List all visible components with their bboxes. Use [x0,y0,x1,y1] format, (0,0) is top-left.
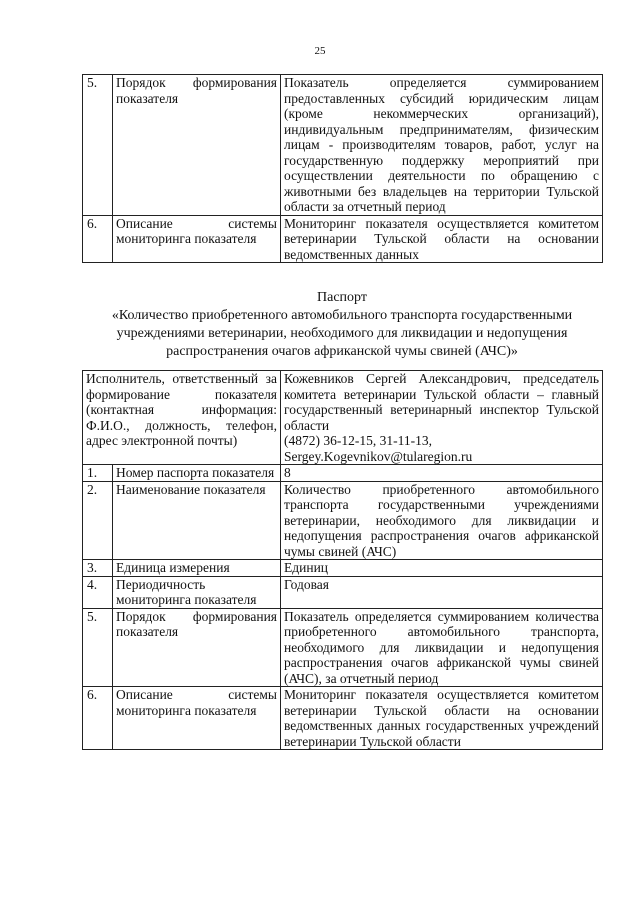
row-number: 3. [83,560,113,577]
row-value: 8 [281,465,603,482]
table-row [83,215,603,263]
row-value: Количество приобретенного автомобильного транспорта государственными учреждениями ветеринарии, необходимого для ликвидации и недопущения распространения очагов африканской чумы свиней (АЧС) [281,481,603,560]
table-row [83,371,603,465]
row-label: Номер паспорта показателя [113,465,281,482]
row-label: Единица измерения [113,560,281,577]
row-label: Порядок формирования показателя [113,608,281,687]
table-row [83,465,603,482]
row-number: 5. [83,608,113,687]
row-number: 2. [83,481,113,560]
table-row [83,75,603,216]
table-row [83,608,603,687]
table-row [83,560,603,577]
executor-label: Исполнитель, ответственный за формирование показателя (контактная информация: Ф.И.О., должность, телефон, адрес электронной почты) [83,371,281,465]
row-number: 1. [83,465,113,482]
passport-title-line: распространения очагов африканской чумы свиней (АЧС)» [166,344,518,359]
table-row [83,687,603,750]
executor-phone: (4872) 36-12-15, 31-11-13, [284,433,432,448]
passport-title [82,289,602,361]
row-label: Порядок формирования показателя [113,75,281,216]
row-label: Описание системы мониторинга показателя [113,687,281,750]
passport-title-line: «Количество приобретенного автомобильного транспорта государственными [111,308,573,323]
passport-heading: Паспорт [317,290,367,305]
row-value: Показатель определяется суммированием предоставленных субсидий юридическим лицам (кроме некоммерческих организаций), индивидуальным предпринимателям, физическим лицам - производителям товаров, работ, услуг на государственную поддержку мероприятий при осуществлении деятельности по обращению с животными без владельцев на территории Тульской области за отчетный период [281,75,603,216]
page-number: 25 [314,45,326,57]
row-label: Наименование показателя [113,481,281,560]
row-value: Годовая [281,576,603,608]
executor-value [281,371,603,465]
table-row [83,481,603,560]
row-number: 5. [83,75,113,216]
row-number: 6. [83,687,113,750]
indicator-table-continuation [82,74,603,263]
row-value: Единиц [281,560,603,577]
row-value: Мониторинг показателя осуществляется комитетом ветеринарии Тульской области на основании ведомственных данных [281,215,603,263]
row-label: Описание системы мониторинга показателя [113,215,281,263]
passport-table [82,370,603,750]
table-row [83,576,603,608]
row-value: Мониторинг показателя осуществляется комитетом ветеринарии Тульской области на основании ведомственных данных государственных учреждений ветеринарии Тульской области [281,687,603,750]
row-value: Показатель определяется суммированием количества приобретенного автомобильного транспорта, необходимого для ликвидации и недопущения распространения очагов африканской чумы свиней (АЧС), за отчетный период [281,608,603,687]
executor-email: Sergey.Kogevnikov@tularegion.ru [284,448,473,464]
executor-name-position: Кожевников Сергей Александрович, председатель комитета ветеринарии Тульской области – главный государственный ветеринарный инспектор Тульской области [284,371,600,433]
row-label: Периодичность мониторинга показателя [113,576,281,608]
row-number: 6. [83,215,113,263]
row-number: 4. [83,576,113,608]
passport-title-line: учреждениями ветеринарии, необходимого для ликвидации и недопущения [116,326,568,341]
